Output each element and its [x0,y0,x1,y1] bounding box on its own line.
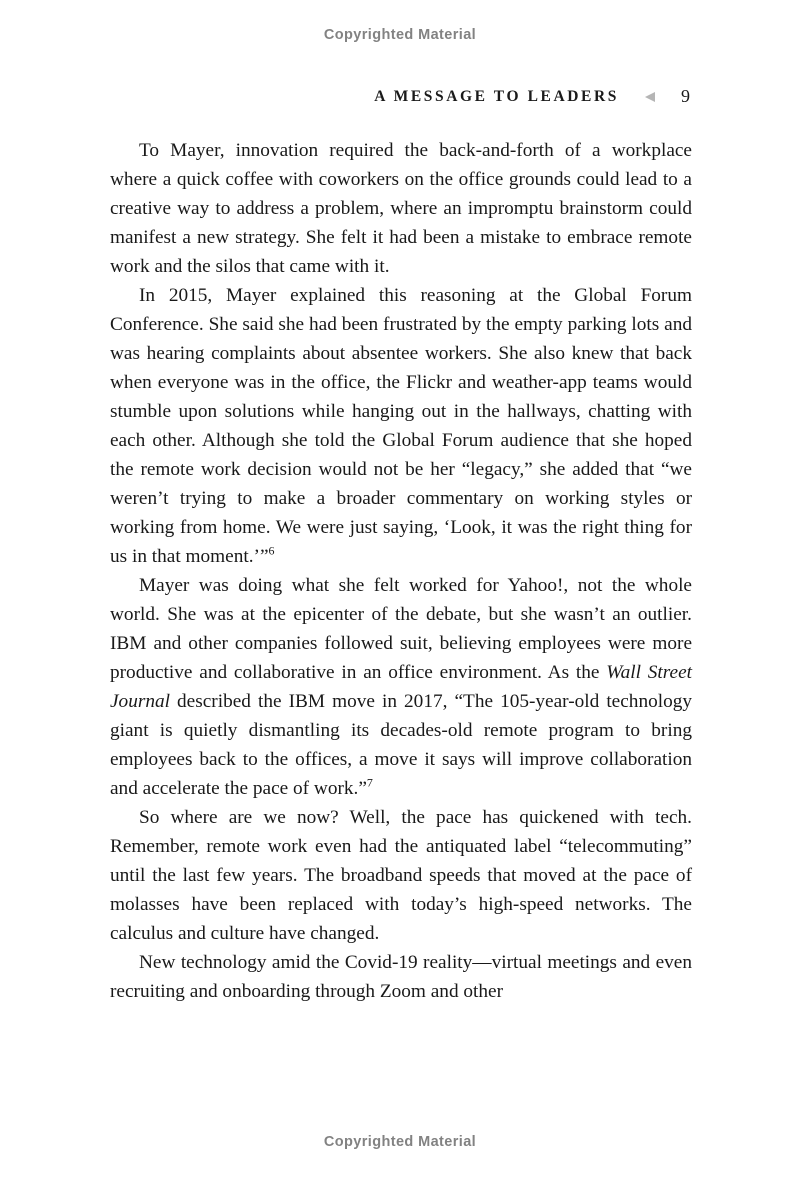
copyright-notice-top: Copyrighted Material [323,27,477,43]
paragraph-2 [110,281,692,571]
running-header [110,86,690,107]
paragraph-2-text: In 2015, Mayer explained this reasoning at the Global Forum Conference. She said she had been frustrated by the empty parking lots and was hearing complaints about absentee workers. She also knew that back when everyone was in the office, the Flickr and weather-app teams would stumble upon solutions while hanging out in the hallways, chatting with each other. Although she told the Global Forum audience that she hoped the remote work decision would not be her “legacy,” she added that “we weren’t trying to make a broader commentary on working styles or working from home. We were just saying, ‘Look, it was the right thing for us in that moment.’” [110,285,692,567]
paragraph-3 [110,571,692,803]
paragraph-5: New technology amid the Covid-19 reality—virtual meetings and even recruiting and onboarding through Zoom and other [110,952,692,1002]
paragraph-4: So where are we now? Well, the pace has quickened with tech. Remember, remote work even had the antiquated label “telecommuting” until the last few years. The broadband speeds that moved at the pace of molasses have been replaced with today’s high-speed networks. The calculus and culture have changed. [110,807,692,944]
paragraph-3-segment-1: Mayer was doing what she felt worked for Yahoo!, not the whole world. She was at the epicenter of the debate, but she wasn’t an outlier. IBM and other companies followed suit, believing employees were more productive and collaborative in an office environment. As the [110,575,692,683]
left-triangle-icon [645,92,655,102]
chapter-title: A MESSAGE TO LEADERS [374,87,619,105]
copyright-notice-bottom: Copyrighted Material [323,1134,477,1150]
page-number: 9 [681,86,690,106]
publication-title: Wall Street Journal [110,662,693,712]
footnote-ref-6: 6 [268,543,275,558]
body-text [110,136,692,1006]
paragraph-1: To Mayer, innovation required the back-and-forth of a workplace where a quick coffee with coworkers on the office grounds could lead to a creative way to address a problem, where an impromptu brainstorm could manifest a new strategy. She felt it had been a mistake to embrace remote work and the silos that came with it. [110,140,692,277]
footnote-ref-7: 7 [366,775,373,790]
paragraph-3-segment-2: described the IBM move in 2017, “The 105-year-old technology giant is quietly dismantling its decades-old remote program to bring employees back to the offices, a move it says will improve collaboration and accelerate the pace of work.” [110,691,692,799]
